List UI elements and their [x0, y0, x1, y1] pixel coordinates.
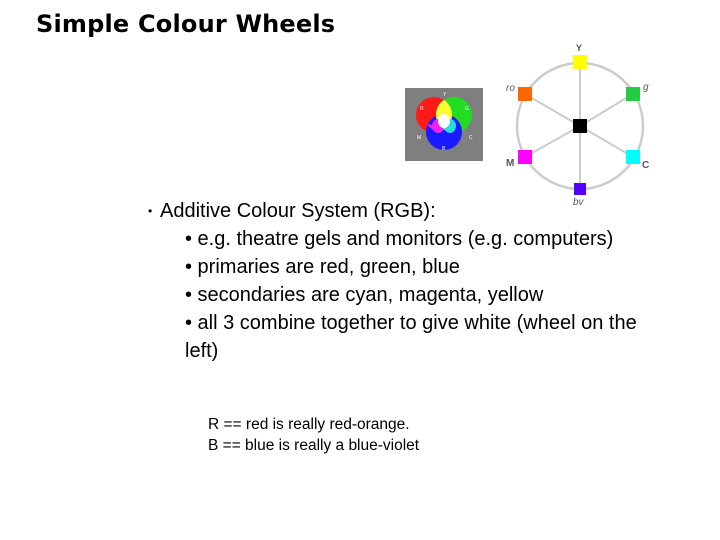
- rgb-label-green: G: [465, 106, 469, 112]
- swatch-blue-violet: [574, 183, 586, 195]
- rgb-label-magenta: M: [417, 135, 422, 141]
- footnotes: [208, 414, 419, 456]
- rgb-label-blue: B: [442, 146, 446, 152]
- bullet-main: [148, 197, 668, 225]
- hex-label-top-left: ro: [506, 83, 515, 94]
- slide-title: Simple Colour Wheels: [36, 10, 336, 38]
- hex-label-bottom: bv: [573, 197, 584, 208]
- swatch-magenta: [518, 150, 532, 164]
- swatch-green: [626, 87, 640, 101]
- note-blue: B == blue is really a blue-violet: [208, 437, 420, 454]
- rgb-label-red: R: [420, 106, 424, 112]
- bullet-main-text: Additive Colour System (RGB):: [160, 200, 436, 222]
- bullet-list: [148, 197, 668, 365]
- bullet-dot: •: [148, 204, 153, 218]
- hex-label-right: C: [642, 160, 650, 171]
- rgb-label-cyan: C: [469, 135, 473, 141]
- hex-label-top: Y: [576, 43, 583, 53]
- hex-label-left: M: [506, 158, 515, 169]
- swatch-center-black: [573, 119, 587, 133]
- sub-bullet: • e.g. theatre gels and monitors (e.g. computers): [185, 228, 614, 250]
- sub-bullet: • primaries are red, green, blue: [185, 256, 460, 278]
- swatch-yellow: [573, 55, 587, 69]
- swatch-red-orange: [518, 87, 532, 101]
- swatch-cyan: [626, 150, 640, 164]
- sub-bullet: • secondaries are cyan, magenta, yellow: [185, 284, 544, 306]
- sub-bullet: • all 3 combine together to give white (wheel on the left): [185, 312, 637, 362]
- hex-colour-wheel-diagram: [500, 40, 660, 210]
- rgb-colour-wheel-image: [405, 88, 483, 161]
- note-red: R == red is really red-orange.: [208, 416, 410, 433]
- hex-label-top-right: g: [643, 82, 649, 93]
- rgb-label-top: Y: [443, 92, 447, 98]
